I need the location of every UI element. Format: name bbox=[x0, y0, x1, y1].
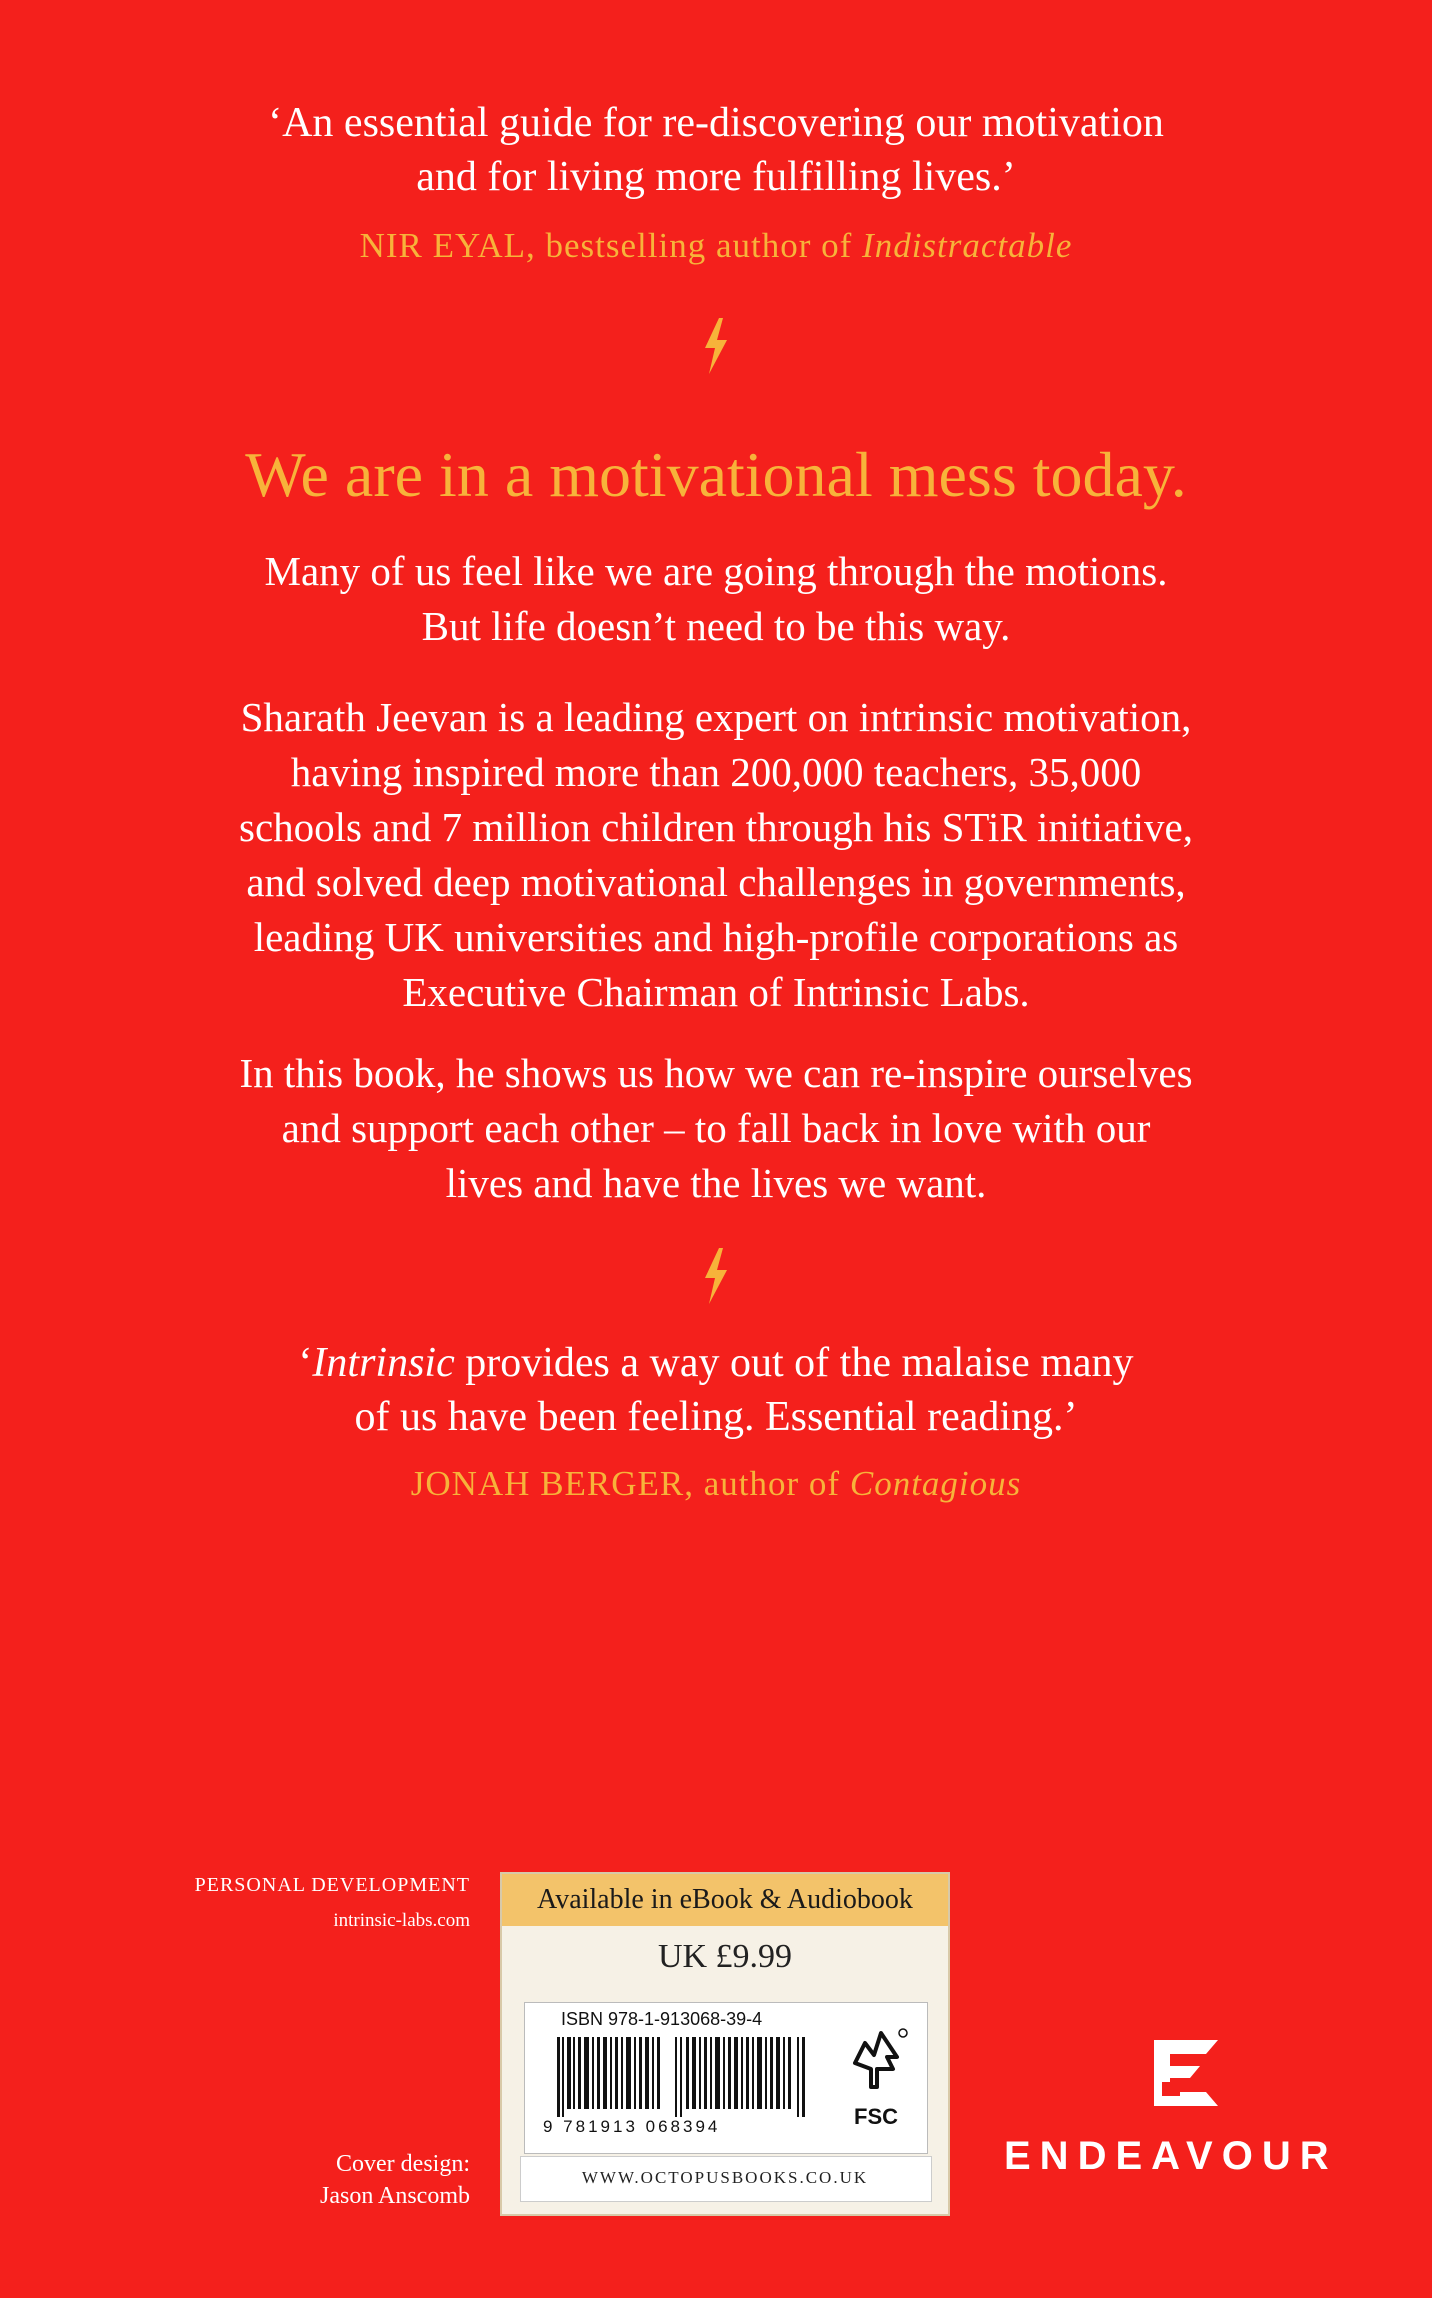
website-label: intrinsic-labs.com bbox=[333, 1910, 470, 1931]
category-label: PERSONAL DEVELOPMENT bbox=[194, 1874, 470, 1896]
publisher-url: WWW.OCTOPUSBOOKS.CO.UK bbox=[581, 2168, 869, 2187]
paragraph-2-line: and solved deep motivational challenges in governments, bbox=[246, 859, 1186, 905]
quote-2-attr-title: Contagious bbox=[849, 1464, 1022, 1503]
price-sticker bbox=[500, 1872, 950, 2216]
isbn-block bbox=[524, 2002, 928, 2154]
endeavour-logo-icon bbox=[1148, 2034, 1228, 2118]
quote-1-attribution bbox=[0, 226, 1432, 266]
quote-2 bbox=[0, 1336, 1432, 1444]
cover-credit-line: Jason Anscomb bbox=[320, 2183, 470, 2209]
quote-1 bbox=[0, 96, 1432, 204]
barcode-digits: 9 781913 068394 bbox=[543, 2117, 721, 2136]
cover-credit bbox=[320, 2148, 470, 2212]
paragraph-1 bbox=[0, 544, 1432, 654]
headline: We are in a motivational mess today. bbox=[245, 439, 1187, 510]
paragraph-1-line: Many of us feel like we are going through the motions. bbox=[264, 548, 1168, 594]
barcode bbox=[557, 2037, 807, 2117]
paragraph-2-line: leading UK universities and high-profile corporations as bbox=[253, 914, 1179, 960]
quote-1-attr-name: NIR EYAL, bestselling author of bbox=[359, 226, 863, 265]
isbn-label: ISBN 978-1-913068-39-4 bbox=[561, 2009, 763, 2029]
quote-1-attr-title: Indistractable bbox=[862, 226, 1073, 265]
lightning-bolt-icon bbox=[701, 1248, 731, 1304]
paragraph-2 bbox=[0, 690, 1432, 1020]
paragraph-1-line: But life doesn’t need to be this way. bbox=[421, 603, 1011, 649]
fsc-mark bbox=[831, 2025, 921, 2130]
quote-2-open-mark: ‘ bbox=[298, 1340, 313, 1386]
paragraph-3-line: and support each other – to fall back in love with our bbox=[281, 1105, 1151, 1151]
fsc-tree-icon bbox=[841, 2025, 911, 2095]
paragraph-2-line: having inspired more than 200,000 teachers, 35,000 bbox=[290, 749, 1142, 795]
paragraph-2-line: schools and 7 million children through his STiR initiative, bbox=[238, 804, 1193, 850]
paragraph-2-line: Executive Chairman of Intrinsic Labs. bbox=[402, 969, 1030, 1015]
quote-2-line-2: of us have been feeling. Essential reading.’ bbox=[354, 1394, 1078, 1440]
paragraph-2-line: Sharath Jeevan is a leading expert on intrinsic motivation, bbox=[240, 694, 1192, 740]
publisher-name: ENDEAVOUR bbox=[1004, 2134, 1338, 2178]
quote-1-line-1: ‘An essential guide for re-discovering our motivation bbox=[268, 100, 1164, 146]
cover-credit-line: Cover design: bbox=[336, 2151, 470, 2177]
quote-1-line-2: and for living more fulfilling lives.’ bbox=[416, 154, 1016, 200]
quote-2-attribution bbox=[0, 1464, 1432, 1504]
quote-2-line-1 bbox=[0, 1336, 1432, 1390]
lightning-bolt-icon bbox=[701, 318, 731, 374]
price-label: UK £9.99 bbox=[657, 1938, 793, 1975]
paragraph-3-line: In this book, he shows us how we can re-inspire ourselves bbox=[239, 1050, 1193, 1096]
fsc-label: FSC bbox=[854, 2104, 898, 2129]
availability-banner: Available in eBook & Audiobook bbox=[502, 1874, 948, 1926]
paragraph-3 bbox=[0, 1046, 1432, 1211]
quote-2-attr-name: JONAH BERGER, author of bbox=[410, 1464, 850, 1503]
quote-2-line-1-rest: provides a way out of the malaise many bbox=[454, 1340, 1134, 1386]
quote-2-title: Intrinsic bbox=[312, 1340, 455, 1386]
paragraph-3-line: lives and have the lives we want. bbox=[445, 1160, 987, 1206]
